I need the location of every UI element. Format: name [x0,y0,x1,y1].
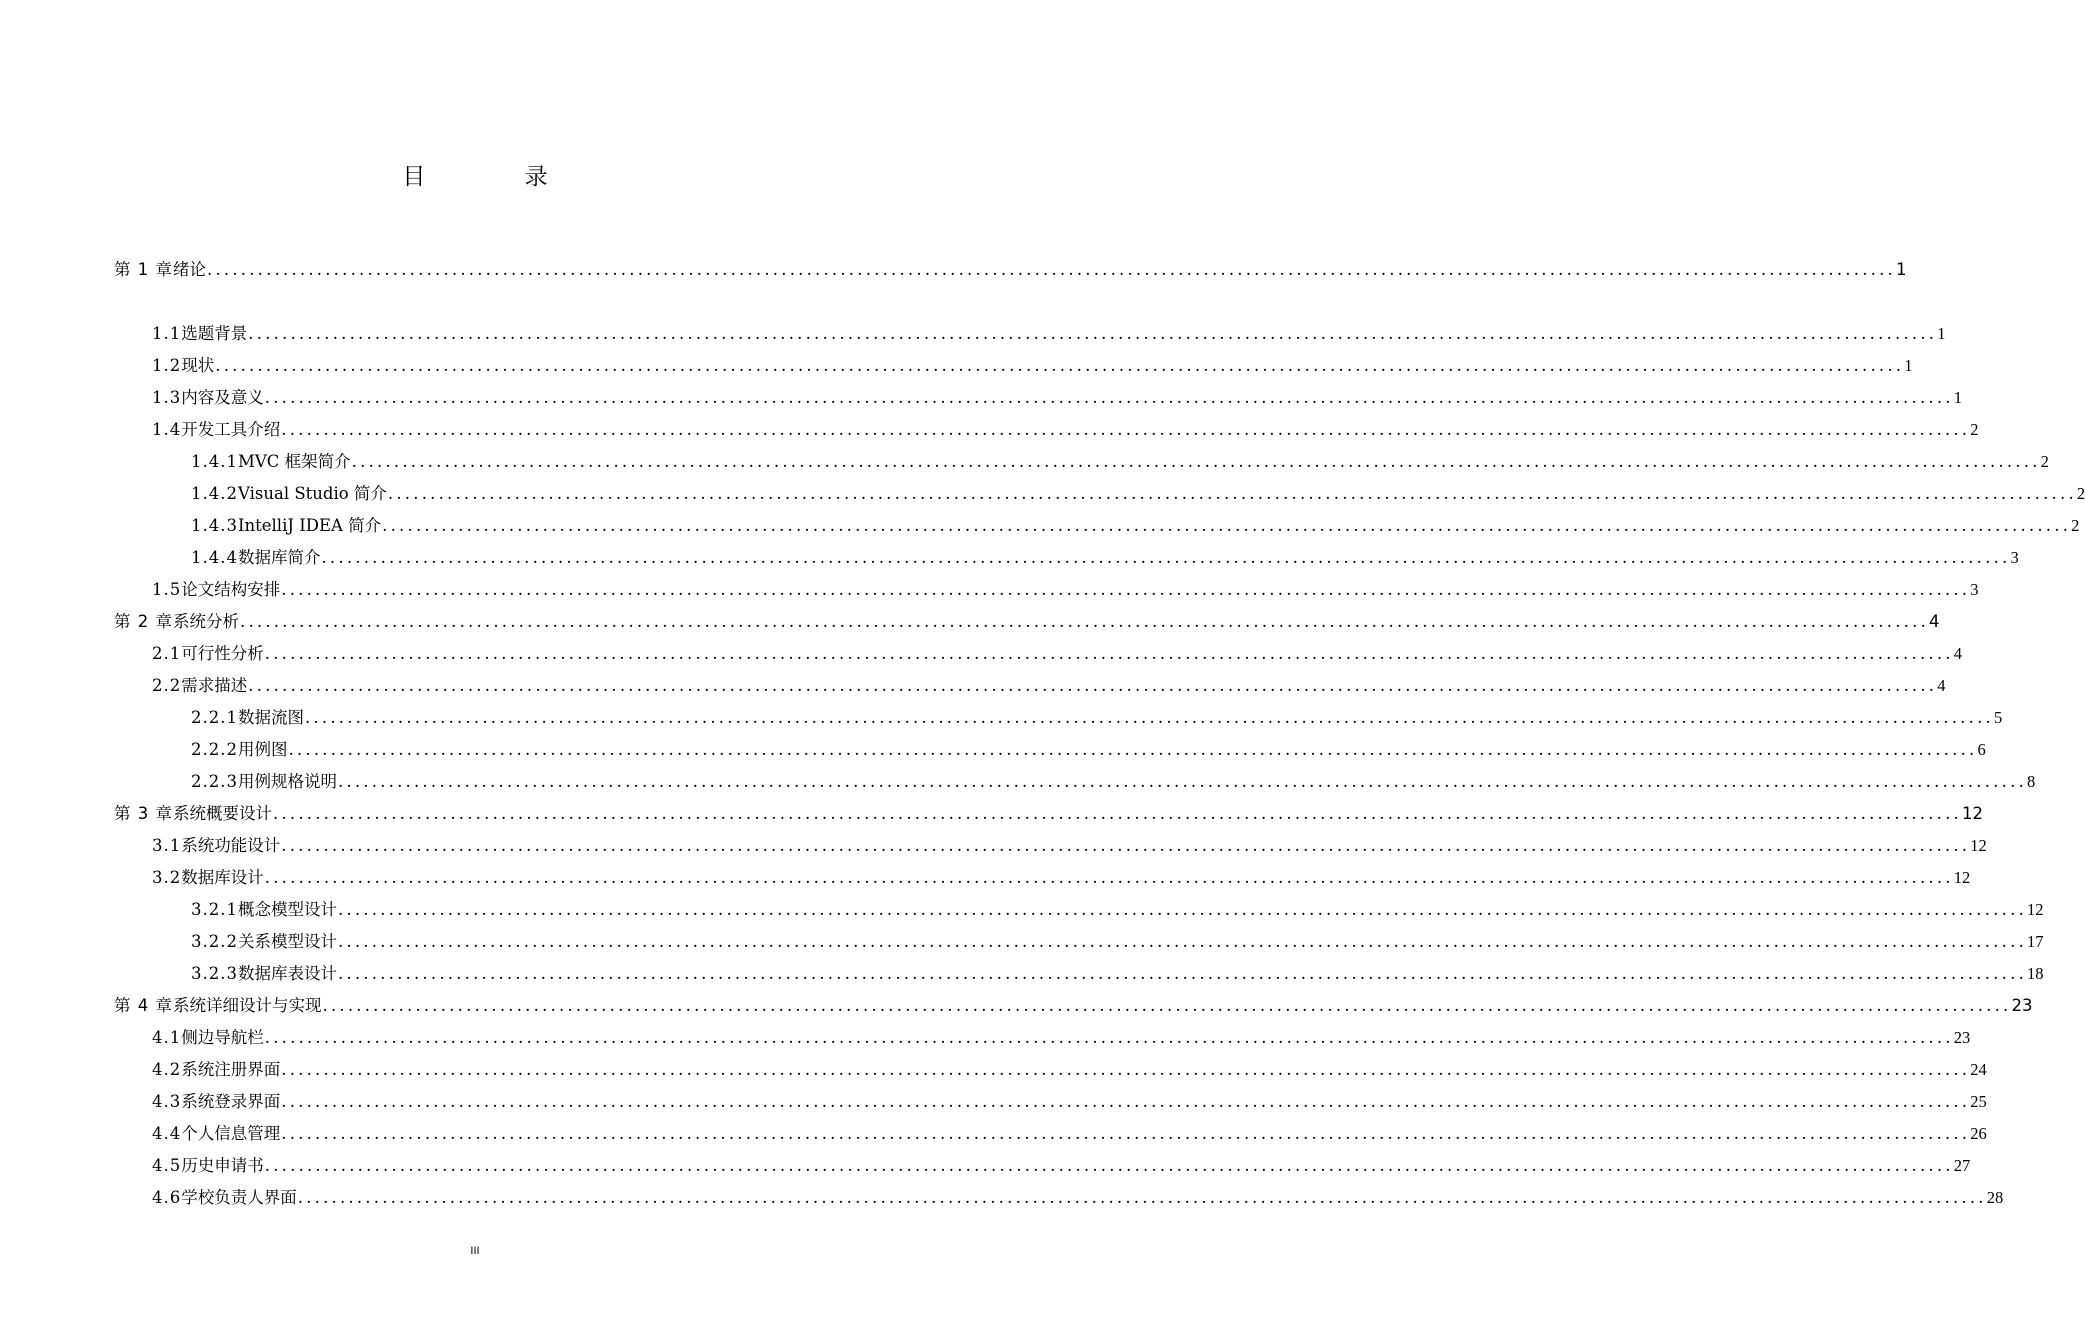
toc-entry-title[interactable]: 系统概要设计 [173,804,272,823]
toc-row[interactable] [0,930,2044,954]
toc-entry-title[interactable]: 学校负责人界面 [181,1188,297,1207]
toc-entry-level-1[interactable] [152,322,1946,346]
toc-entry-number: 第 2 章 [114,612,173,631]
toc-entry-page[interactable]: 2 [2071,516,2080,535]
toc-entry-number: 4.2 [152,1060,182,1079]
toc-dot-leader: ........................................................................................................................................................................................................ [281,580,1971,599]
toc-entry-number: 4.4 [152,1124,182,1143]
toc-dot-leader: ........................................................................................................................................................................................................ [281,420,1971,439]
toc-row[interactable] [0,482,2085,506]
toc-entry-page[interactable]: 17 [2026,932,2044,951]
toc-dot-leader: ........................................................................................................................................................................................................ [248,676,1938,695]
toc-row[interactable] [0,418,1979,442]
toc-entry-title[interactable]: 系统详细设计与实现 [173,996,322,1015]
toc-dot-leader: ........................................................................................................................................................................................................ [264,1028,1954,1047]
toc-entry-title[interactable]: 现状 [181,356,215,375]
toc-entry-level-1[interactable] [152,578,1979,602]
toc-dot-leader: ........................................................................................................................................................................................................ [337,772,2027,791]
toc-entry-level-1[interactable] [152,674,1946,698]
toc-entry-level-0[interactable] [114,802,1983,826]
toc-entry-number: 1.4.4 [191,548,238,567]
toc-entry-page[interactable]: 23 [1953,1028,1971,1047]
toc-entry-title[interactable]: 侧边导航栏 [181,1028,264,1047]
toc-entry-level-1[interactable] [152,834,1987,858]
toc-entry-page[interactable]: 8 [2026,772,2036,791]
toc-entry-level-1[interactable] [152,418,1979,442]
toc-row[interactable] [0,258,1907,282]
toc-entry-title[interactable]: 系统登录界面 [181,1092,281,1111]
toc-entry-number: 1.4.3 [191,516,238,535]
toc-entry-title[interactable]: 论文结构安排 [181,580,281,599]
toc-entry-level-0[interactable] [114,258,1907,282]
toc-entry-page[interactable]: 28 [1986,1188,2004,1207]
toc-row[interactable] [0,1026,1971,1050]
toc-entry-title[interactable]: 关系模型设计 [237,932,337,951]
toc-entry-level-1[interactable] [152,1090,1987,1114]
toc-entry-level-0[interactable] [114,610,1940,634]
toc-entry-number: 3.2.3 [191,964,238,983]
toc-entry-level-2[interactable] [191,738,1986,762]
toc-entry-number: 1.2 [152,356,182,375]
toc-row[interactable] [0,578,1979,602]
toc-entry-level-2[interactable] [191,514,2080,538]
toc-entry-page[interactable]: 4 [1937,676,1946,695]
toc-entry-page[interactable]: 1 [1953,388,1962,407]
toc-entry-title[interactable]: 数据库设计 [181,868,264,887]
toc-entry-number: 4.3 [152,1092,182,1111]
toc-dot-leader: ........................................................................................................................................................................................................ [337,932,2027,951]
toc-entry-page[interactable]: 23 [2011,996,2033,1015]
toc-entry-page[interactable]: 6 [1977,740,1986,759]
toc-entry-title[interactable]: 历史申请书 [181,1156,264,1175]
toc-row[interactable] [0,770,2036,794]
toc-entry-number: 1.3 [152,388,182,407]
toc-entry-level-0[interactable] [114,994,2033,1018]
toc-entry-title[interactable]: MVC 框架简介 [237,452,351,471]
toc-entry-page[interactable]: 2 [2040,452,2049,471]
toc-entry-page[interactable]: 1 [1937,324,1946,343]
toc-entry-title[interactable]: 绪论 [173,260,206,279]
toc-entry-number: 1.4 [152,420,182,439]
toc-row[interactable] [0,898,2044,922]
toc-dot-leader: ........................................................................................................................................................................................................ [387,484,2077,503]
toc-entry-number: 第 1 章 [114,260,173,279]
toc-entry-page[interactable]: 4 [1953,644,1962,663]
toc-entry-page[interactable]: 2 [1970,420,1979,439]
toc-entry-level-2[interactable] [191,706,2003,730]
toc-entry-level-2[interactable] [191,962,2044,986]
toc-dot-leader: ........................................................................................................................................................................................................ [288,740,1978,759]
toc-entry-title[interactable]: 用例规格说明 [237,772,337,791]
toc-entry-level-1[interactable] [152,1026,1971,1050]
toc-row[interactable] [0,706,2003,730]
toc-entry-title[interactable]: 个人信息管理 [181,1124,281,1143]
toc-entry-page[interactable]: 4 [1928,612,1940,631]
toc-row[interactable] [0,674,1946,698]
toc-entry-level-1[interactable] [152,1186,2004,1210]
toc-entry-title[interactable]: 需求描述 [181,676,248,695]
toc-entry-level-1[interactable] [152,1122,1987,1146]
toc-dot-leader: ........................................................................................................................................................................................................ [304,708,1994,727]
toc-entry-number: 2.2.1 [191,708,238,727]
toc-row[interactable] [0,962,2044,986]
toc-entry-page[interactable]: 3 [2010,548,2019,567]
toc-entry-number: 1.4.1 [191,452,238,471]
toc-entry-number: 3.2 [152,868,182,887]
toc-dot-leader: ........................................................................................................................................................................................................ [297,1188,1987,1207]
toc-entry-title[interactable]: 开发工具介绍 [181,420,281,439]
toc-dot-leader: ........................................................................................................................................................................................................ [281,1092,1971,1111]
toc-row[interactable] [0,610,1940,634]
toc-dot-leader: ........................................................................................................................................................................................................ [337,964,2027,983]
toc-entry-page[interactable]: 12 [1961,804,1983,823]
toc-entry-page[interactable]: 12 [1953,868,1971,887]
toc-dot-leader: ........................................................................................................................................................................................................ [321,548,2011,567]
toc-entry-title[interactable]: Visual Studio 简介 [237,484,387,503]
toc-entry-title[interactable]: 概念模型设计 [237,900,337,919]
toc-entry-level-2[interactable] [191,450,2049,474]
toc-entry-number: 2.2 [152,676,182,695]
toc-entry-title[interactable]: 系统分析 [173,612,239,631]
toc-row[interactable] [0,834,1987,858]
toc-row[interactable] [0,642,1962,666]
toc-entry-level-1[interactable] [152,386,1962,410]
toc-entry-page[interactable]: 1 [1904,356,1913,375]
toc-dot-leader: ........................................................................................................................................................................................................ [281,1124,1971,1143]
toc-entry-page[interactable]: 3 [1970,580,1979,599]
toc-entry-number: 1.4.2 [191,484,238,503]
toc-entry-number: 3.1 [152,836,182,855]
toc-dot-leader: ........................................................................................................................................................................................................ [264,1156,1954,1175]
toc-row[interactable] [0,866,1971,890]
toc-entry-page[interactable]: 1 [1895,260,1907,279]
toc-entry-number: 1.5 [152,580,182,599]
toc-entry-page[interactable]: 2 [2076,484,2085,503]
toc-entry-number: 第 3 章 [114,804,173,823]
toc-dot-leader: ........................................................................................................................................................................................................ [207,260,1896,279]
toc-entry-title[interactable]: 系统注册界面 [181,1060,281,1079]
toc-entry-level-2[interactable] [191,898,2044,922]
toc-dot-leader: ........................................................................................................................................................................................................ [382,516,2072,535]
toc-dot-leader: ........................................................................................................................................................................................................ [351,452,2041,471]
toc-entry-level-2[interactable] [191,546,2019,570]
toc-row[interactable] [0,738,1986,762]
toc-entry-number: 4.1 [152,1028,182,1047]
toc-entry-page[interactable]: 26 [1970,1124,1987,1143]
toc-entry-page[interactable]: 12 [1970,836,1987,855]
toc-entry-level-2[interactable] [191,482,2085,506]
toc-entry-title[interactable]: 用例图 [237,740,288,759]
toc-entry-page[interactable]: 18 [2026,964,2044,983]
toc-entry-title[interactable]: 数据流图 [237,708,304,727]
toc-entry-level-1[interactable] [152,1058,1987,1082]
toc-row[interactable] [0,1122,1987,1146]
toc-dot-leader: ........................................................................................................................................................................................................ [273,804,1962,823]
toc-entry-page[interactable]: 27 [1953,1156,1971,1175]
toc-row[interactable] [0,546,2019,570]
toc-entry-number: 3.2.1 [191,900,238,919]
page-title: 目 录 [402,164,594,190]
toc-entry-title[interactable]: 选题背景 [181,324,248,343]
toc-row[interactable] [0,322,1946,346]
toc-entry-level-1[interactable] [152,866,1971,890]
toc-entry-title[interactable]: IntelliJ IDEA 简介 [237,516,382,535]
toc-entry-title[interactable]: 系统功能设计 [181,836,281,855]
toc-entry-number: 2.2.3 [191,772,238,791]
toc-entry-title[interactable]: 内容及意义 [181,388,264,407]
toc-dot-leader: ........................................................................................................................................................................................................ [215,356,1905,375]
toc-row[interactable] [0,1090,1987,1114]
toc-entry-level-1[interactable] [152,354,1913,378]
toc-entry-title[interactable]: 数据库表设计 [237,964,337,983]
toc-dot-leader: ........................................................................................................................................................................................................ [337,900,2027,919]
toc-entry-number: 4.6 [152,1188,182,1207]
toc-dot-leader: ........................................................................................................................................................................................................ [264,868,1954,887]
toc-entry-title[interactable]: 数据库简介 [237,548,321,567]
toc-row[interactable] [0,994,2033,1018]
toc-entry-number: 1.1 [152,324,182,343]
toc-entry-title[interactable]: 可行性分析 [181,644,264,663]
toc-entry-level-2[interactable] [191,930,2044,954]
toc-row[interactable] [0,514,2080,538]
toc-entry-page[interactable]: 25 [1970,1092,1987,1111]
toc-row[interactable] [0,1058,1987,1082]
toc-entry-number: 第 4 章 [114,996,173,1015]
toc-row[interactable] [0,1186,2004,1210]
toc-entry-level-1[interactable] [152,1154,1971,1178]
toc-entry-level-1[interactable] [152,642,1962,666]
toc-entry-page[interactable]: 24 [1970,1060,1987,1079]
toc-entry-number: 2.1 [152,644,182,663]
toc-dot-leader: ........................................................................................................................................................................................................ [248,324,1938,343]
toc-dot-leader: ........................................................................................................................................................................................................ [240,612,1929,631]
toc-entry-level-2[interactable] [191,770,2036,794]
toc-entry-number: 3.2.2 [191,932,238,951]
toc-row[interactable] [0,450,2049,474]
toc-row[interactable] [0,354,1913,378]
toc-row[interactable] [0,386,1962,410]
toc-row[interactable] [0,1154,1971,1178]
toc-dot-leader: ........................................................................................................................................................................................................ [264,388,1954,407]
toc-entry-number: 2.2.2 [191,740,238,759]
toc-dot-leader: ........................................................................................................................................................................................................ [322,996,2012,1015]
toc-dot-leader: ........................................................................................................................................................................................................ [264,644,1954,663]
toc-row[interactable] [0,802,1983,826]
page-number: III [470,1245,480,1257]
toc-entry-number: 4.5 [152,1156,182,1175]
toc-dot-leader: ........................................................................................................................................................................................................ [281,1060,1971,1079]
toc-entry-page[interactable]: 5 [1993,708,2003,727]
toc-dot-leader: ........................................................................................................................................................................................................ [281,836,1971,855]
toc-entry-page[interactable]: 12 [2026,900,2044,919]
